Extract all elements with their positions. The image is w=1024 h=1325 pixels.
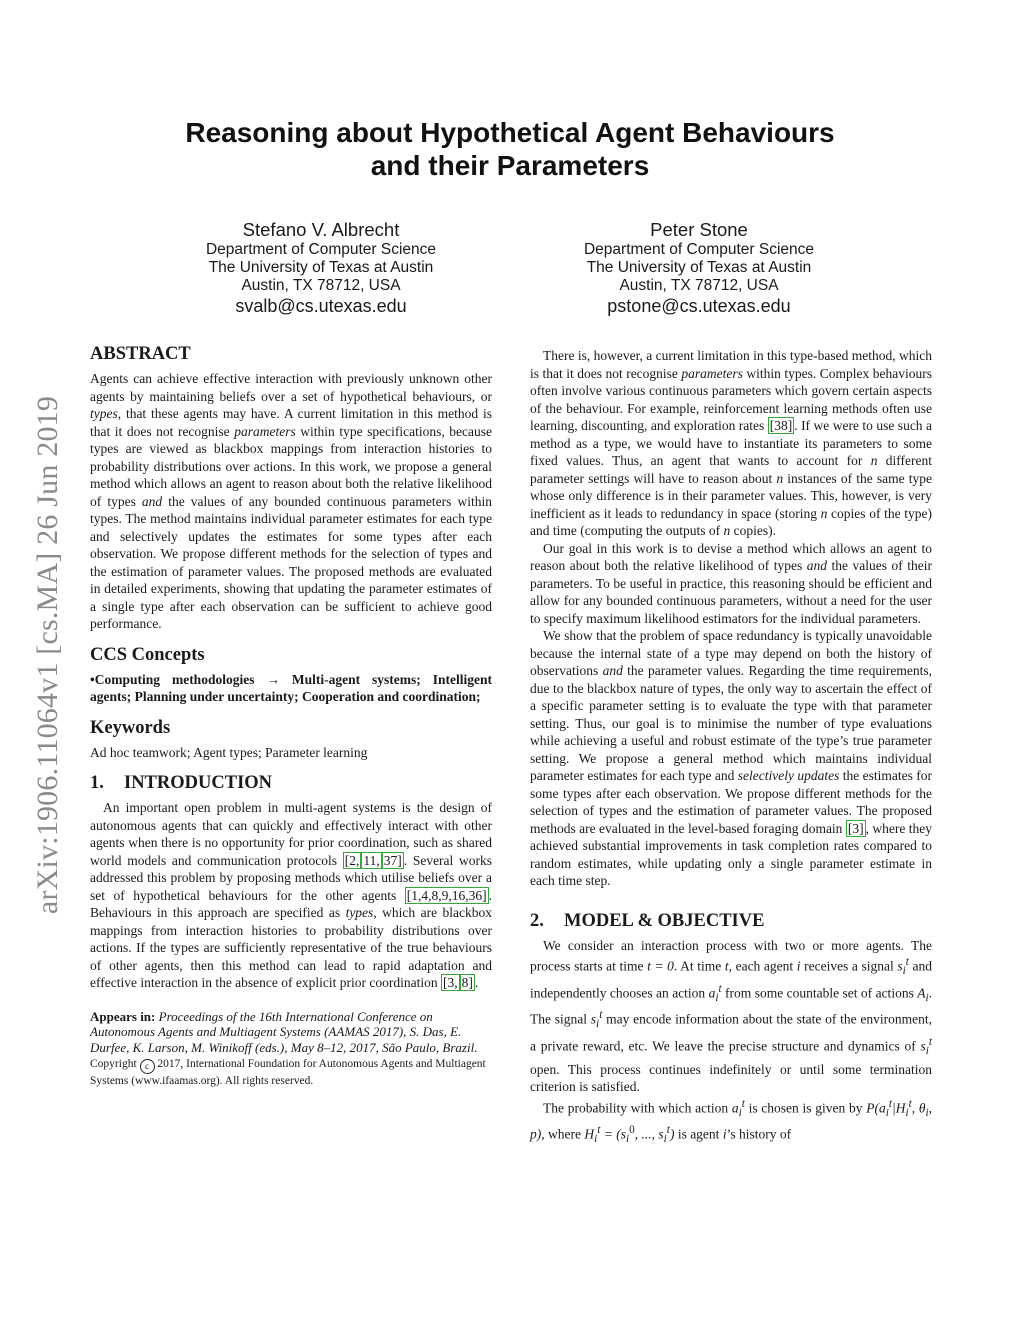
- paper-title-line2: and their Parameters: [370, 150, 650, 181]
- author-address: Austin, TX 78712, USA: [619, 277, 779, 294]
- author-block-albrecht: [161, 219, 481, 317]
- citation-link[interactable]: 8]: [461, 975, 473, 990]
- citation-link[interactable]: [1,4,8,9,16,36]: [406, 887, 487, 903]
- author-university: The University of Texas at Austin: [208, 259, 434, 276]
- intro-paragraph: An important open problem in multi-agent systems is the design of autonomous agents that can quickly and effectively interact with other agents when there is no opportunity for prior coordination, such as shared world models and communication protocols [2, 11, 37] . Several works addressed this problem by proposing methods which utilise beliefs over a set of hypothetical behaviours for the other agents [1,4,8,9,16,36] . Behaviours in this approach are specified as types, which are blackbox mappings from interaction histories to probability distributions over actions. If the types are sufficiently representative of the true behaviours of other agents, then this method can lead to rapid adaptation and effective interaction in the absence of explicit prior coordination [3, 8] .: [90, 800, 492, 990]
- author-name: Peter Stone: [650, 219, 748, 240]
- ccs-concepts: •Computing methodologies → Multi-agent systems; Intelligent agents; Planning under uncertainty; Cooperation and coordination;: [90, 671, 492, 704]
- body-paragraph: We show that the problem of space redundancy is typically unavoidable because the internal state of a type may depend on both the history of observations and the parameter values. Regarding the time requirements, due to the blackbox nature of types, the only way to ascertain the effect of a specific parameter setting is to evaluate the type with that parameter setting. Thus, our goal is to minimise the number of type evaluations while achieving a useful and robust estimate of the type’s true parameter setting. We propose a general method which maintains individual parameter estimates for each type and selectively updates the estimates for some types after each observation. We propose different methods for the selection of types and the estimation of parameter values. The proposed methods are evaluated in the level-based foraging domain [3] , where they achieved substantial improvements in task completion rates compared to random estimates, while updating only a single parameter estimate in each time step.: [530, 628, 932, 888]
- appears-in-note: Appears in: Proceedings of the 16th International Conference on Autonomous Agents and Multiagent Systems (AAMAS 2017), S. Das, E. Durfee, K. Larson, M. Winikoff (eds.), May 8–12, 2017, São Paulo, Brazil.: [90, 1008, 478, 1055]
- paper-title-line1: Reasoning about Hypothetical Agent Behaviours: [185, 117, 835, 148]
- author-block-stone: [539, 219, 859, 317]
- arxiv-identifier-text: arXiv:1906.11064v1 [cs.MA] 26 Jun 2019: [31, 395, 64, 915]
- left-column: [90, 343, 492, 1089]
- citation-link[interactable]: [38]: [769, 418, 793, 433]
- right-column: [530, 347, 932, 1149]
- author-university: The University of Texas at Austin: [586, 259, 812, 276]
- paper-title: [100, 116, 920, 182]
- arxiv-identifier: [28, 350, 68, 960]
- section-2-heading: 2. MODEL & OBJECTIVE: [530, 910, 765, 931]
- author-email[interactable]: svalb@cs.utexas.edu: [235, 296, 407, 316]
- copyright-note: Copyright c 2017, International Foundation for Autonomous Agents and Multiagent Systems (www.ifaamas.org). All rights reserved.: [90, 1058, 486, 1087]
- keywords-text: Ad hoc teamwork; Agent types; Parameter learning: [90, 744, 368, 760]
- citation-link[interactable]: [3]: [847, 820, 864, 836]
- author-address: Austin, TX 78712, USA: [241, 277, 401, 294]
- keywords-heading: Keywords: [90, 717, 171, 738]
- author-department: Department of Computer Science: [583, 241, 815, 258]
- citation-link[interactable]: [2,: [344, 852, 360, 868]
- abstract-text: Agents can achieve effective interaction with previously unknown other agents by maintaining beliefs over a set of hypothetical behaviours, or types, that these agents may have. A current limitation in this method is that it does not recognise parameters within type specifications, because types are viewed as blackbox mappings from interaction histories to probability distributions over actions. In this work, we propose a general method which allows an agent to reason about both the relative likelihood of types and the values of any bounded continuous parameters within types. The method maintains individual parameter estimates for each type and selectively updates the estimates for some types after each observation. We propose different methods for the selection of types and the estimation of parameter values. The proposed methods are evaluated in detailed experiments, showing that updating the parameter estimates of a single type after each observation can be sufficient to achieve good performance.: [90, 371, 492, 631]
- citation-link[interactable]: [3,: [443, 975, 458, 990]
- body-paragraph: Our goal in this work is to devise a method which allows an agent to reason about both the relative likelihood of types and the values of their parameters. To be useful in practice, this reasoning should be efficient and allow for any bounded continuous parameters, without a need for the user to specify maximum likelihood estimators for the individual parameters.: [530, 540, 932, 626]
- author-name: Stefano V. Albrecht: [242, 219, 400, 240]
- intro-heading: 1. INTRODUCTION: [90, 773, 273, 793]
- copyright-icon: c: [140, 1059, 155, 1074]
- abstract-heading: ABSTRACT: [90, 344, 191, 364]
- citation-link[interactable]: 11,: [363, 852, 380, 868]
- body-paragraph: We consider an interaction process with two or more agents. The process starts at time t = 0. At time t, each agent i receives a signal $s_i^t$ and independently chooses an action $a_i^t$ from some countable set of actions $A_i$. The signal $s_i^t$ may encode information about the state of the environment, a private reward, etc. We leave the precise structure and dynamics of $s_i^t$ open. This process continues indefinitely or until some termination criterion is satisfied.: [530, 937, 932, 1095]
- body-paragraph: There is, however, a current limitation in this type-based method, which is that it does not recognise parameters within types. Complex behaviours often involve various continuous parameters which govern certain aspects of the behaviour. For example, reinforcement learning methods often use learning, discounting, and exploration rates [38] . If we were to use such a method as a type, we would have to instantiate its parameters to some fixed values. Thus, an agent that wants to account for n different parameter settings will have to reason about n instances of the same type whose only difference is in their parameter values. This, however, is very inefficient as it leads to redundancy in space (storing n copies of the type) and time (computing the outputs of n copies).: [530, 348, 933, 538]
- author-department: Department of Computer Science: [205, 241, 437, 258]
- author-email[interactable]: pstone@cs.utexas.edu: [607, 296, 791, 316]
- ccs-heading: CCS Concepts: [90, 644, 205, 665]
- body-paragraph: The probability with which action $a_i^t$ is chosen is given by $P(a_i^t|H_i^t$, $\theta_i$, p), where $H_i^t = (s_i^0$, ..., $s_i^t$) is agent i’s history of: [530, 1097, 932, 1146]
- citation-link[interactable]: 37]: [383, 852, 402, 868]
